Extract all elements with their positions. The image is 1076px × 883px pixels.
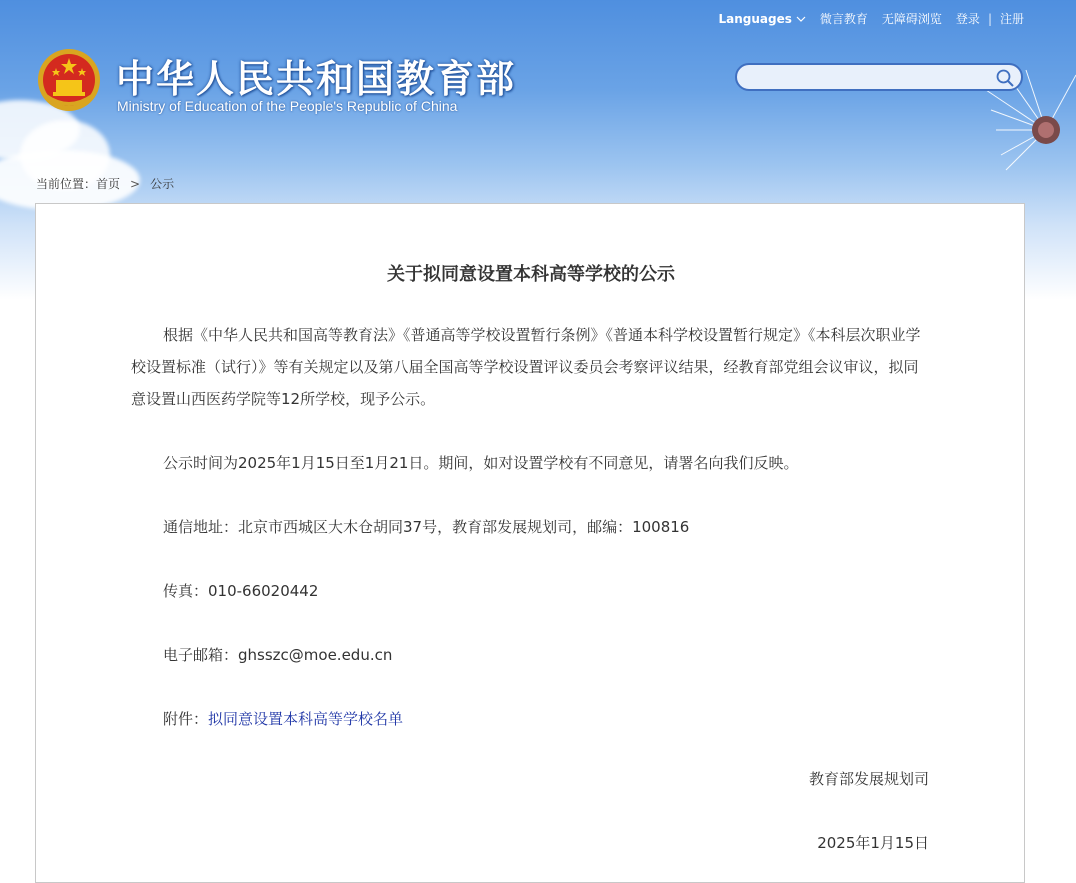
attachment-link[interactable]: 拟同意设置本科高等学校名单 <box>208 710 404 728</box>
breadcrumb <box>36 175 174 192</box>
login-link[interactable]: 登录 <box>955 12 980 26</box>
signature: 教育部发展规划司 <box>808 770 929 788</box>
fax-line: 传真：010-66020442 <box>163 582 319 600</box>
email-line: 电子邮箱：ghsszc@moe.edu.cn <box>163 646 393 664</box>
publish-date: 2025年1月15日 <box>817 834 929 852</box>
breadcrumb-current[interactable]: 公示 <box>150 177 175 191</box>
site-title-cn: 中华人民共和国教育部 <box>116 56 517 101</box>
register-link[interactable]: 注册 <box>999 12 1024 26</box>
search-box <box>735 63 1023 91</box>
article-panel <box>35 203 1025 883</box>
top-navigation <box>705 10 1025 27</box>
article-title: 关于拟同意设置本科高等学校的公示 <box>387 264 675 285</box>
search-icon[interactable] <box>995 68 1015 88</box>
national-emblem-icon <box>36 46 102 114</box>
attachment-line <box>131 703 931 735</box>
article-paragraph: 根据《中华人民共和国高等教育法》《普通高等学校设置暂行条例》《普通本科学校设置暂行规定》《本科层次职业学校设置标准（试行）》等有关规定以及第八届全国高等学校设置评议委员会考察评议结果，经教育部党组会议审议，拟同意设置山西医药学院等12所学校，现予公示。 <box>131 326 921 408</box>
weiyan-link[interactable]: 微言教育 <box>819 12 868 26</box>
chevron-right-icon: > <box>130 177 141 191</box>
chevron-down-icon <box>796 16 806 22</box>
address-line: 通信地址：北京市西城区大木仓胡同37号，教育部发展规划司，邮编：100816 <box>163 518 690 536</box>
nav-separator: | <box>987 11 992 26</box>
site-title-en: Ministry of Education of the People's Republic of China <box>117 98 458 114</box>
accessibility-link[interactable]: 无障碍浏览 <box>881 12 942 26</box>
breadcrumb-home[interactable]: 首页 <box>96 177 121 191</box>
article-paragraph: 公示时间为2025年1月15日至1月21日。期间，如对设置学校有不同意见，请署名向我们反映。 <box>163 454 799 472</box>
languages-menu[interactable] <box>719 12 806 26</box>
languages-label: Languages <box>718 11 792 26</box>
search-input[interactable] <box>749 68 993 88</box>
attachment-label: 附件： <box>163 710 209 728</box>
breadcrumb-prefix: 当前位置： <box>36 177 97 191</box>
